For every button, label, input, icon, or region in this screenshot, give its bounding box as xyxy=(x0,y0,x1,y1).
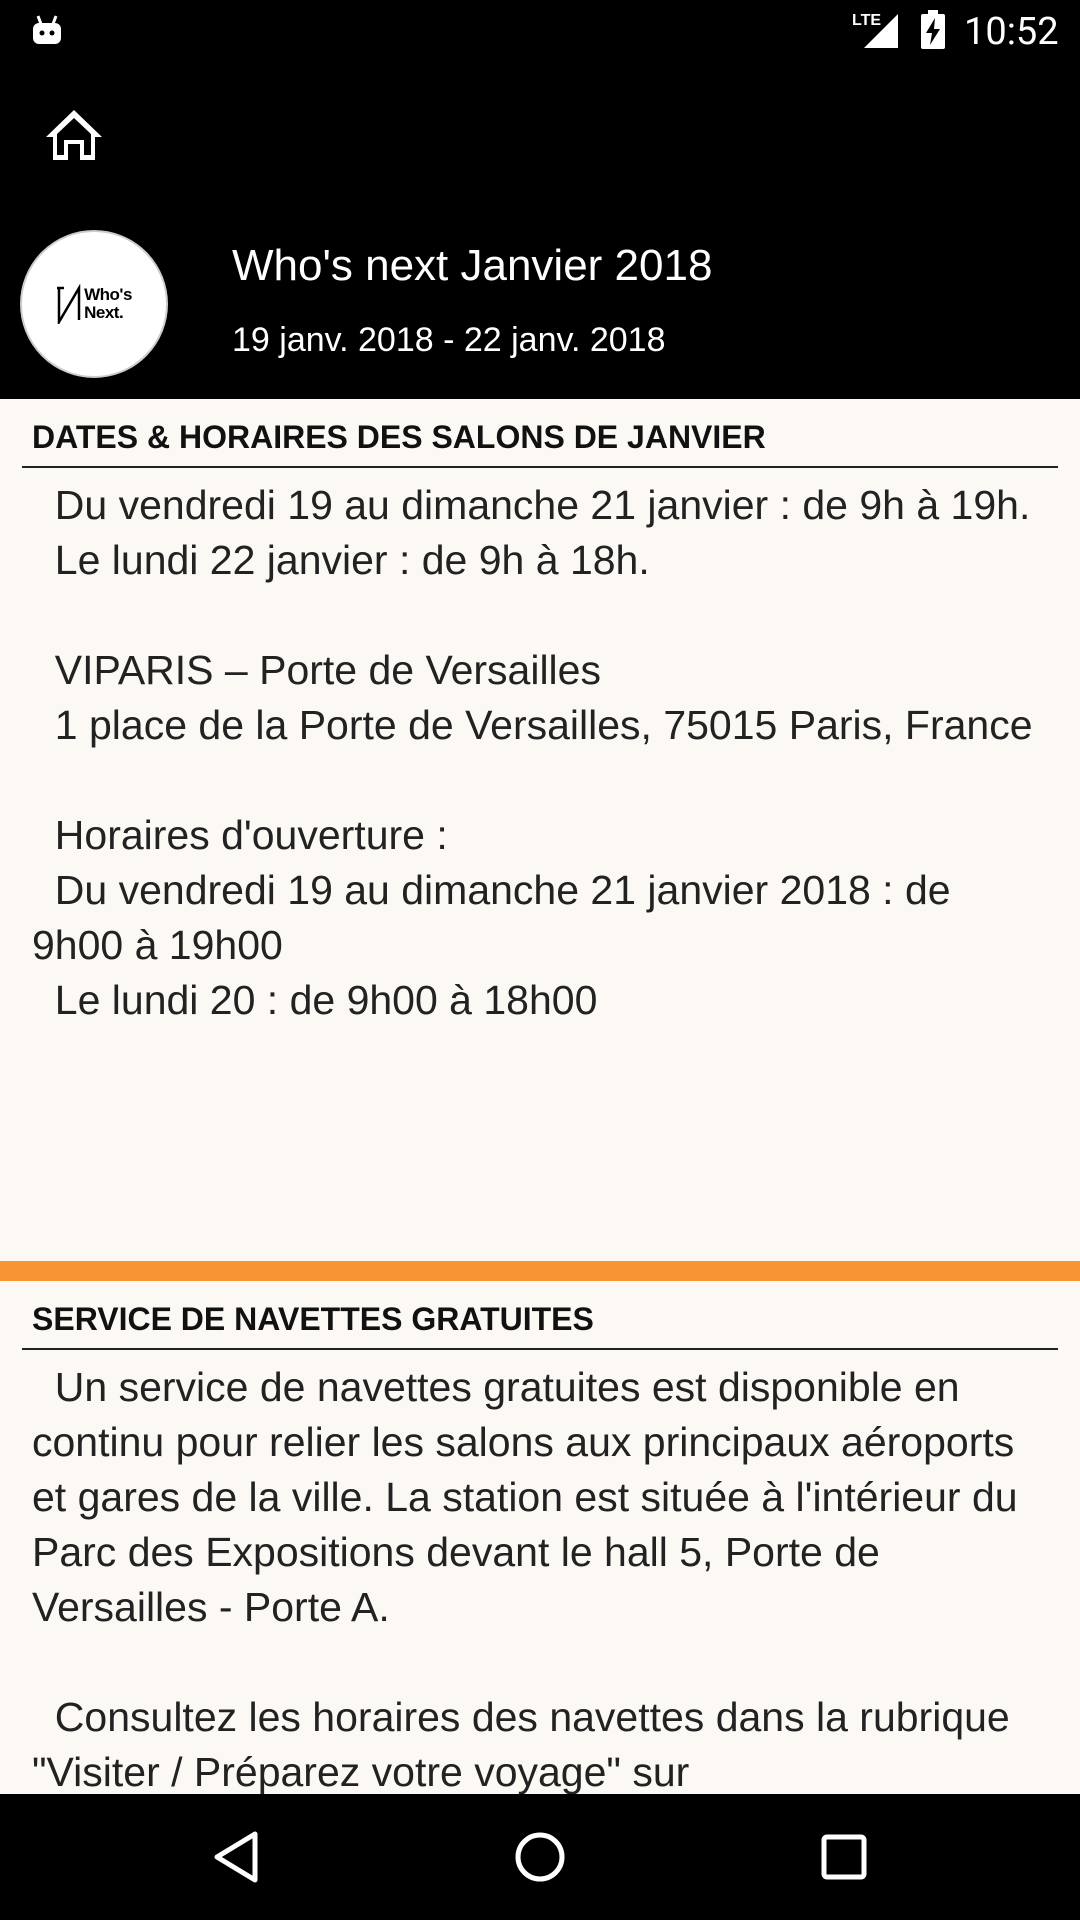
recents-square-icon xyxy=(819,1832,869,1882)
home-icon xyxy=(44,107,104,163)
event-dates: 19 janv. 2018 - 22 janv. 2018 xyxy=(232,321,666,359)
android-debug-icon xyxy=(30,14,64,46)
event-header xyxy=(0,63,1080,399)
logo-text-line1: Who's xyxy=(84,285,132,304)
section-title: SERVICE DE NAVETTES GRATUITES xyxy=(22,1281,1058,1350)
home-circle-icon xyxy=(513,1830,567,1884)
signal-icon xyxy=(858,12,902,50)
whos-next-logo-icon xyxy=(56,284,82,324)
info-section-hours xyxy=(0,399,1080,1261)
section-body: Un service de navettes gratuites est disponible en continu pour relier les salons aux principaux aéroports et gares de la ville. La station est située à l'intérieur du Parc des Expositions devant le hall 5, Porte de Versailles - Porte A. Consultez les horaires des navettes dans la rubrique "Visiter / Préparez votre voyage" sur xyxy=(32,1364,1018,1794)
section-body: Du vendredi 19 au dimanche 21 janvier : de 9h à 19h. Le lundi 22 janvier : de 9h à 18h. VIPARIS – Porte de Versailles 1 place de la Porte de Versailles, 75015 Paris, France Horaires d'ouverture : Du vendredi 19 au dimanche 21 janvier 2018 : de 9h00 à 19h00 Le lundi 20 : de 9h00 à 18h00 xyxy=(32,482,1033,1023)
status-bar xyxy=(0,0,1080,63)
event-title: Who's next Janvier 2018 xyxy=(232,241,713,290)
section-divider xyxy=(0,1261,1080,1281)
section-title: DATES & HORAIRES DES SALONS DE JANVIER xyxy=(22,399,1058,468)
home-button[interactable] xyxy=(42,103,106,167)
battery-charging-icon xyxy=(920,10,946,50)
back-button[interactable] xyxy=(196,1822,276,1892)
logo-text-line2: Next. xyxy=(84,303,124,322)
status-time: 10:52 xyxy=(964,10,1059,54)
back-triangle-icon xyxy=(211,1830,261,1884)
nav-home-button[interactable] xyxy=(500,1822,580,1892)
system-navigation-bar xyxy=(0,1794,1080,1920)
event-logo xyxy=(20,230,168,378)
network-type-label: LTE xyxy=(852,12,882,29)
info-section-shuttles xyxy=(0,1281,1080,1794)
recents-button[interactable] xyxy=(804,1822,884,1892)
event-info-content[interactable] xyxy=(0,399,1080,1794)
